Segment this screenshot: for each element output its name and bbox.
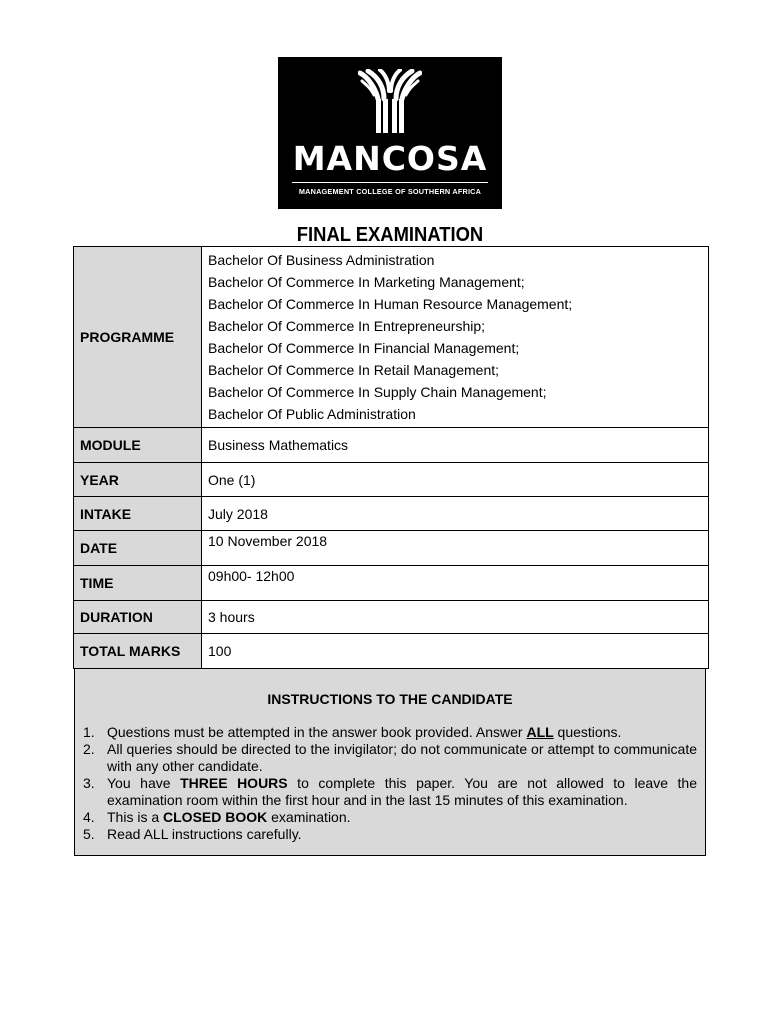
logo-brand-name: MANCOSA (292, 139, 488, 178)
module-label: MODULE (74, 428, 202, 463)
duration-value: 3 hours (202, 601, 709, 634)
instruction-text: questions. (553, 724, 622, 740)
instruction-text: Read ALL instructions carefully. (107, 826, 302, 842)
total-marks-value: 100 (202, 634, 709, 669)
year-value: One (1) (202, 463, 709, 497)
instruction-number: 2. (83, 741, 95, 757)
instructions-list (83, 724, 697, 843)
instruction-text: to complete this paper. You are not allowed to leave the examination room within the first hour and in the last 15 minutes of this examination. (107, 775, 697, 808)
intake-value: July 2018 (202, 497, 709, 531)
total-marks-label: TOTAL MARKS (74, 634, 202, 669)
instruction-number: 5. (83, 826, 95, 842)
instruction-item (83, 724, 697, 741)
intake-label: INTAKE (74, 497, 202, 531)
programme-list (202, 247, 709, 428)
total-marks-row (74, 634, 709, 669)
instruction-emphasis: THREE HOURS (180, 775, 288, 791)
time-row (74, 566, 709, 601)
instruction-item (83, 826, 697, 843)
instruction-emphasis: CLOSED BOOK (163, 809, 268, 825)
mancosa-logo (278, 57, 502, 209)
instruction-text: This is a (107, 809, 164, 825)
programme-item: Bachelor Of Commerce In Retail Management; (208, 362, 500, 378)
instruction-text: Questions must be attempted in the answer book provided. Answer (107, 724, 527, 740)
instruction-number: 1. (83, 724, 95, 740)
date-row (74, 531, 709, 566)
year-row (74, 463, 709, 497)
programme-label: PROGRAMME (74, 247, 202, 428)
instruction-emphasis: ALL (526, 724, 554, 740)
programme-item: Bachelor Of Public Administration (208, 406, 416, 422)
programme-item: Bachelor Of Commerce In Entrepreneurship; (208, 318, 486, 334)
instruction-text: All queries should be directed to the invigilator; do not communicate or attempt to communicate with any other candidate. (107, 741, 697, 774)
instructions-box (74, 668, 706, 856)
programme-item: Bachelor Of Commerce In Marketing Management; (208, 274, 525, 290)
fountain-tree-icon (358, 69, 422, 133)
logo-divider (292, 182, 488, 183)
time-value: 09h00- 12h00 (202, 566, 709, 601)
programme-item: Bachelor Of Business Administration (208, 252, 435, 268)
logo-subtitle: MANAGEMENT COLLEGE OF SOUTHERN AFRICA (298, 187, 482, 196)
instruction-number: 4. (83, 809, 95, 825)
programme-item: Bachelor Of Commerce In Financial Management; (208, 340, 520, 356)
intake-row (74, 497, 709, 531)
instruction-item (83, 809, 697, 826)
module-row (74, 428, 709, 463)
programme-item: Bachelor Of Commerce In Supply Chain Management; (208, 384, 547, 400)
duration-label: DURATION (74, 601, 202, 634)
exam-details-table (73, 246, 709, 669)
instruction-text: examination. (267, 809, 351, 825)
module-value: Business Mathematics (202, 428, 709, 463)
page-title: FINAL EXAMINATION (296, 224, 484, 246)
time-label: TIME (74, 566, 202, 601)
programme-row (74, 247, 709, 428)
instruction-item (83, 741, 697, 775)
year-label: YEAR (74, 463, 202, 497)
instruction-number: 3. (83, 775, 95, 791)
instructions-heading: INSTRUCTIONS TO THE CANDIDATE (267, 691, 513, 707)
date-value: 10 November 2018 (202, 531, 709, 566)
instruction-text: You have (107, 775, 181, 791)
duration-row (74, 601, 709, 634)
instruction-item (83, 775, 697, 809)
date-label: DATE (74, 531, 202, 566)
programme-item: Bachelor Of Commerce In Human Resource Management; (208, 296, 573, 312)
